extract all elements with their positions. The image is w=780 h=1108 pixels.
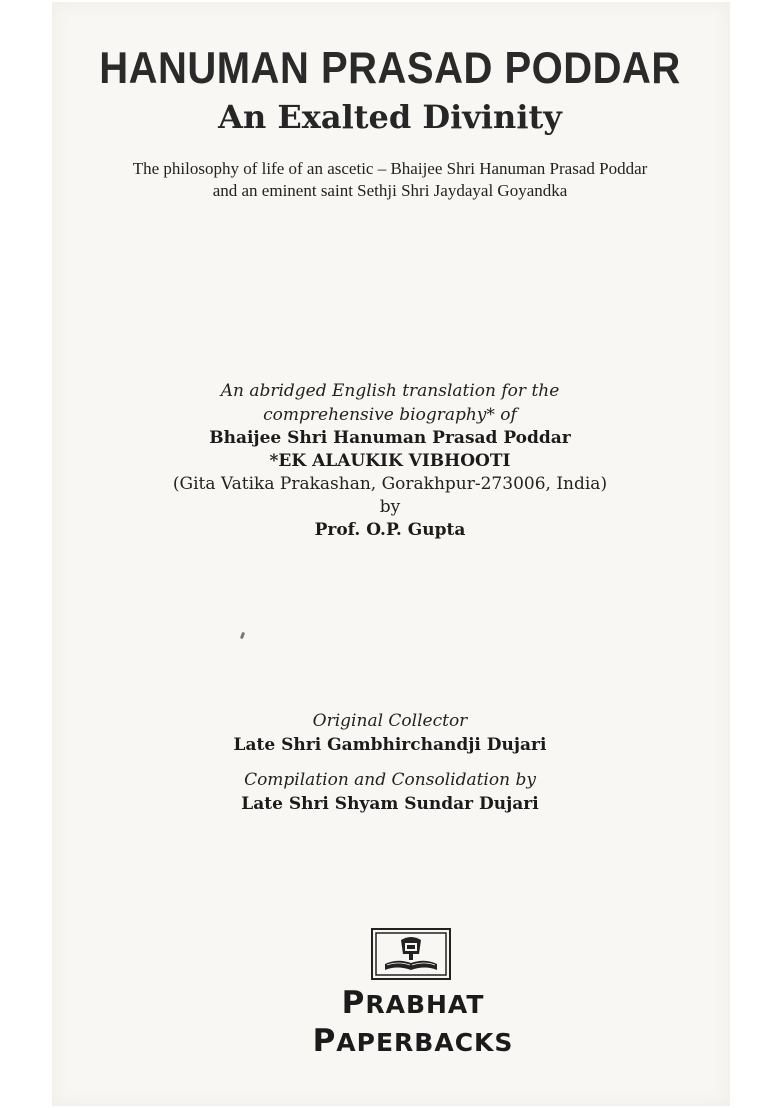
book-lamp-logo-icon — [371, 928, 451, 980]
compiler-label: Compilation and Consolidation by — [244, 770, 536, 790]
compiler-name: Late Shri Shyam Sundar Dujari — [241, 794, 539, 814]
translation-note-line-2: comprehensive biography* of — [263, 405, 517, 425]
translation-note-line-1: An abridged English translation for the — [220, 381, 560, 401]
original-title: *EK ALAUKIK VIBHOOTI — [269, 451, 511, 471]
publisher-name-line-1: PRABHAT — [341, 985, 485, 1021]
collector-label: Original Collector — [312, 711, 468, 731]
translator-name: Prof. O.P. Gupta — [314, 520, 466, 540]
tagline-line-1: The philosophy of life of an ascetic – Bhaijee Shri Hanuman Prasad Poddar — [132, 159, 648, 178]
tagline-line-2: and an eminent saint Sethji Shri Jaydayal Goyandka — [212, 181, 568, 200]
collector-name: Late Shri Gambhirchandji Dujari — [233, 735, 547, 755]
book-subtitle: An Exalted Divinity — [218, 98, 562, 136]
by-label: by — [379, 497, 401, 517]
biography-subject: Bhaijee Shri Hanuman Prasad Poddar — [209, 428, 571, 448]
original-publisher: (Gita Vatika Prakashan, Gorakhpur-273006, India) — [172, 474, 608, 494]
book-title: HANUMAN PRASAD PODDAR — [99, 44, 681, 94]
publisher-name-line-2: PAPERBACKS — [312, 1023, 514, 1059]
